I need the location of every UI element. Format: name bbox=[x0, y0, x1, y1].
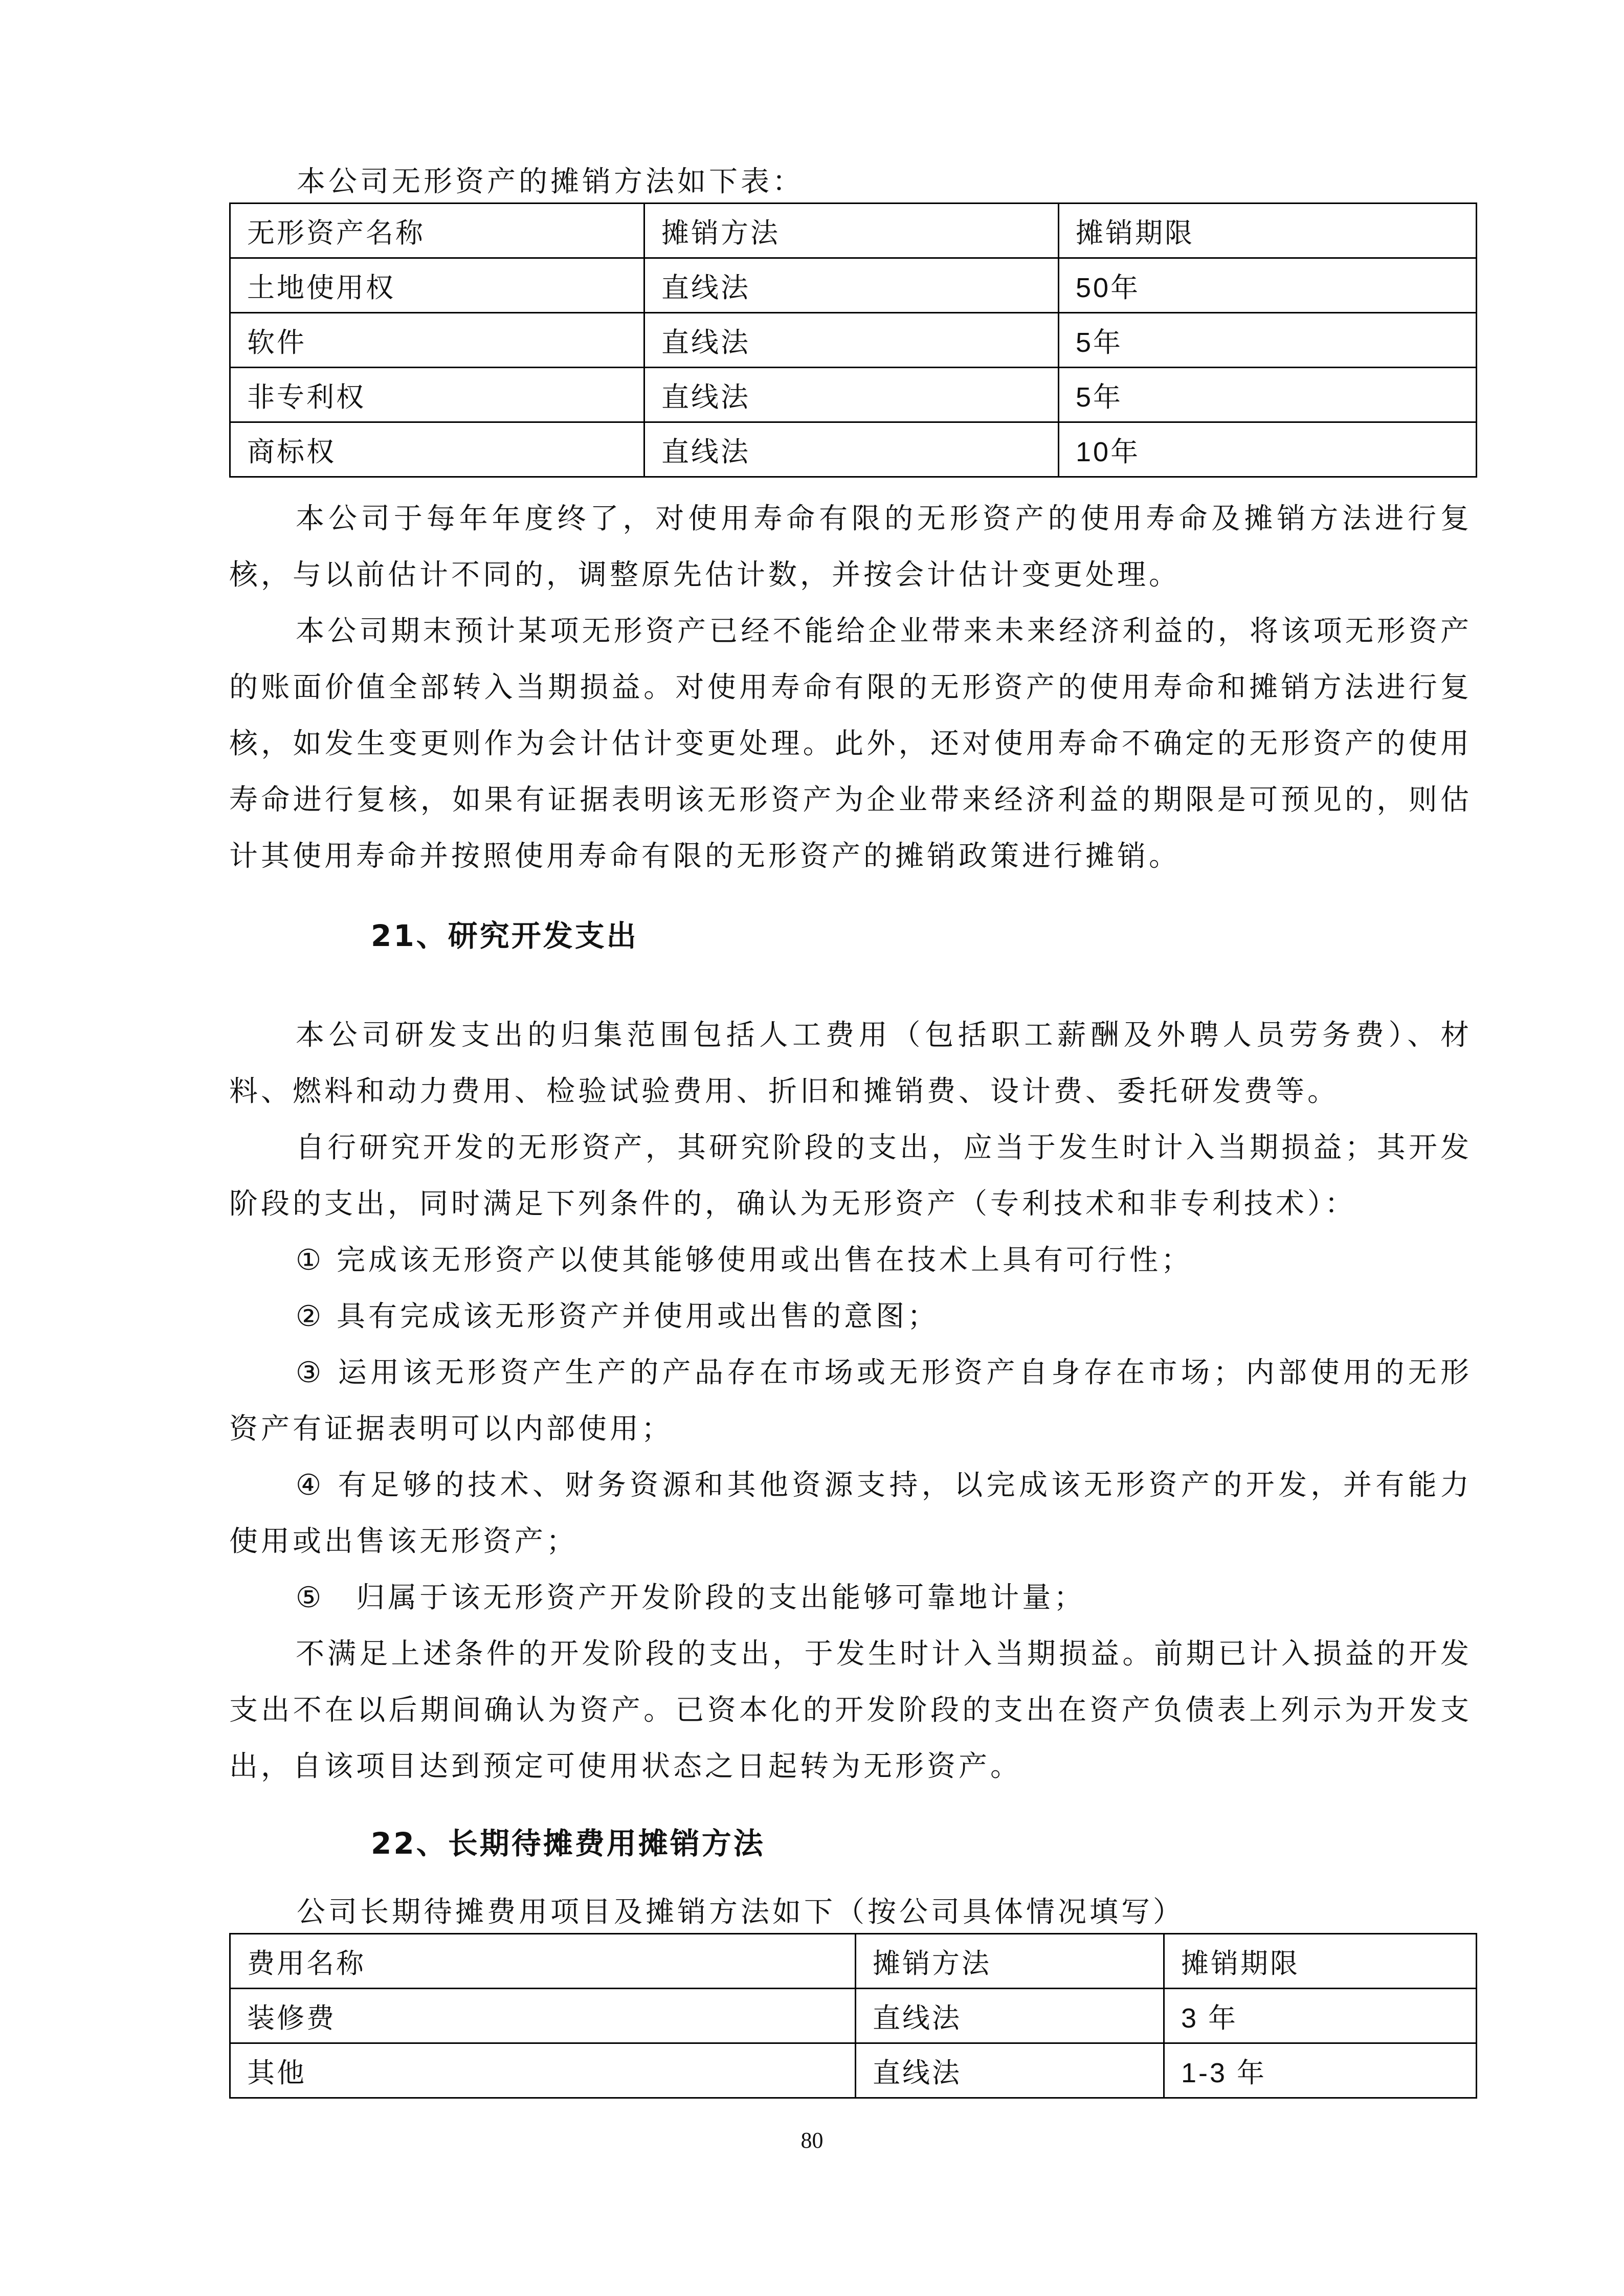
table-row bbox=[230, 422, 1477, 477]
table-cell: 50年 bbox=[1059, 258, 1477, 313]
table-header-row bbox=[230, 1934, 1477, 1989]
table-cell: 10年 bbox=[1059, 422, 1477, 477]
paragraph-capitalization: 不满足上述条件的开发阶段的支出，于发生时计入当期损益。前期已计入损益的开发支出不在以后期间确认为资产。已资本化的开发阶段的支出在资产负债表上列示为开发支出，自该项目达到预定可使用状态之日起转为无形资产。 bbox=[229, 1637, 1472, 1783]
list-item: ③ 运用该无形资产生产的产品存在市场或无形资产自身存在市场；内部使用的无形资产有证据表明可以内部使用； bbox=[229, 1356, 1472, 1446]
table-row bbox=[230, 258, 1477, 313]
table-cell: 非专利权 bbox=[230, 368, 644, 422]
table-header-cell: 费用名称 bbox=[230, 1934, 856, 1989]
table-cell: 直线法 bbox=[644, 422, 1059, 477]
table-cell: 土地使用权 bbox=[230, 258, 644, 313]
table-row bbox=[230, 368, 1477, 422]
table-cell: 商标权 bbox=[230, 422, 644, 477]
list-item: ② 具有完成该无形资产并使用或出售的意图； bbox=[296, 1300, 940, 1333]
table-header-cell: 无形资产名称 bbox=[230, 204, 644, 258]
table-header-cell: 摊销方法 bbox=[644, 204, 1059, 258]
list-item: ④ 有足够的技术、财务资源和其他资源支持，以完成该无形资产的开发，并有能力使用或出售该无形资产； bbox=[229, 1469, 1472, 1558]
prepaid-expense-table bbox=[229, 1933, 1477, 2099]
table-cell: 其他 bbox=[230, 2043, 856, 2098]
paragraph-review: 本公司于每年年度终了，对使用寿命有限的无形资产的使用寿命及摊销方法进行复核，与以前估计不同的，调整原先估计数，并按会计估计变更处理。 bbox=[229, 502, 1472, 592]
table-cell: 直线法 bbox=[644, 258, 1059, 313]
table-header-cell: 摊销期限 bbox=[1164, 1934, 1477, 1989]
list-item: ⑤ 归属于该无形资产开发阶段的支出能够可靠地计量； bbox=[296, 1581, 1086, 1614]
table-cell: 3 年 bbox=[1164, 1989, 1477, 2043]
table-cell: 直线法 bbox=[644, 368, 1059, 422]
amortization-table bbox=[229, 202, 1477, 478]
table-header-row bbox=[230, 204, 1477, 258]
table2-caption: 公司长期待摊费用项目及摊销方法如下（按公司具体情况填写） bbox=[297, 1896, 1185, 1929]
table-cell: 1-3 年 bbox=[1164, 2043, 1477, 2098]
table-row bbox=[230, 313, 1477, 368]
section-heading-22: 22、长期待摊费用摊销方法 bbox=[371, 1826, 765, 1861]
table1-caption: 本公司无形资产的摊销方法如下表： bbox=[297, 165, 804, 198]
table-cell: 直线法 bbox=[644, 313, 1059, 368]
table-cell: 5年 bbox=[1059, 368, 1477, 422]
table-header-cell: 摊销方法 bbox=[856, 1934, 1164, 1989]
table-cell: 直线法 bbox=[856, 2043, 1164, 2098]
table-cell: 装修费 bbox=[230, 1989, 856, 2043]
paragraph-impairment: 本公司期末预计某项无形资产已经不能给企业带来未来经济利益的，将该项无形资产的账面价值全部转入当期损益。对使用寿命有限的无形资产的使用寿命和摊销方法进行复核，如发生变更则作为会计估计变更处理。此外，还对使用寿命不确定的无形资产的使用寿命进行复核，如果有证据表明该无形资产为企业带来经济利益的期限是可预见的，则估计其使用寿命并按照使用寿命有限的无形资产的摊销政策进行摊销。 bbox=[229, 615, 1472, 873]
table-cell: 5年 bbox=[1059, 313, 1477, 368]
list-item: ① 完成该无形资产以使其能够使用或出售在技术上具有可行性； bbox=[296, 1244, 1193, 1277]
table-header-cell: 摊销期限 bbox=[1059, 204, 1477, 258]
page-number: 80 bbox=[800, 2128, 824, 2153]
table-cell: 软件 bbox=[230, 313, 644, 368]
table-cell: 直线法 bbox=[856, 1989, 1164, 2043]
table-row bbox=[230, 1989, 1477, 2043]
table-row bbox=[230, 2043, 1477, 2098]
section-heading-21: 21、研究开发支出 bbox=[371, 918, 638, 953]
paragraph-rd-conditions: 自行研究开发的无形资产，其研究阶段的支出，应当于发生时计入当期损益；其开发阶段的支出，同时满足下列条件的，确认为无形资产（专利技术和非专利技术）： bbox=[229, 1131, 1472, 1221]
paragraph-rd-scope: 本公司研发支出的归集范围包括人工费用（包括职工薪酬及外聘人员劳务费）、材料、燃料和动力费用、检验试验费用、折旧和摊销费、设计费、委托研发费等。 bbox=[229, 1019, 1472, 1108]
